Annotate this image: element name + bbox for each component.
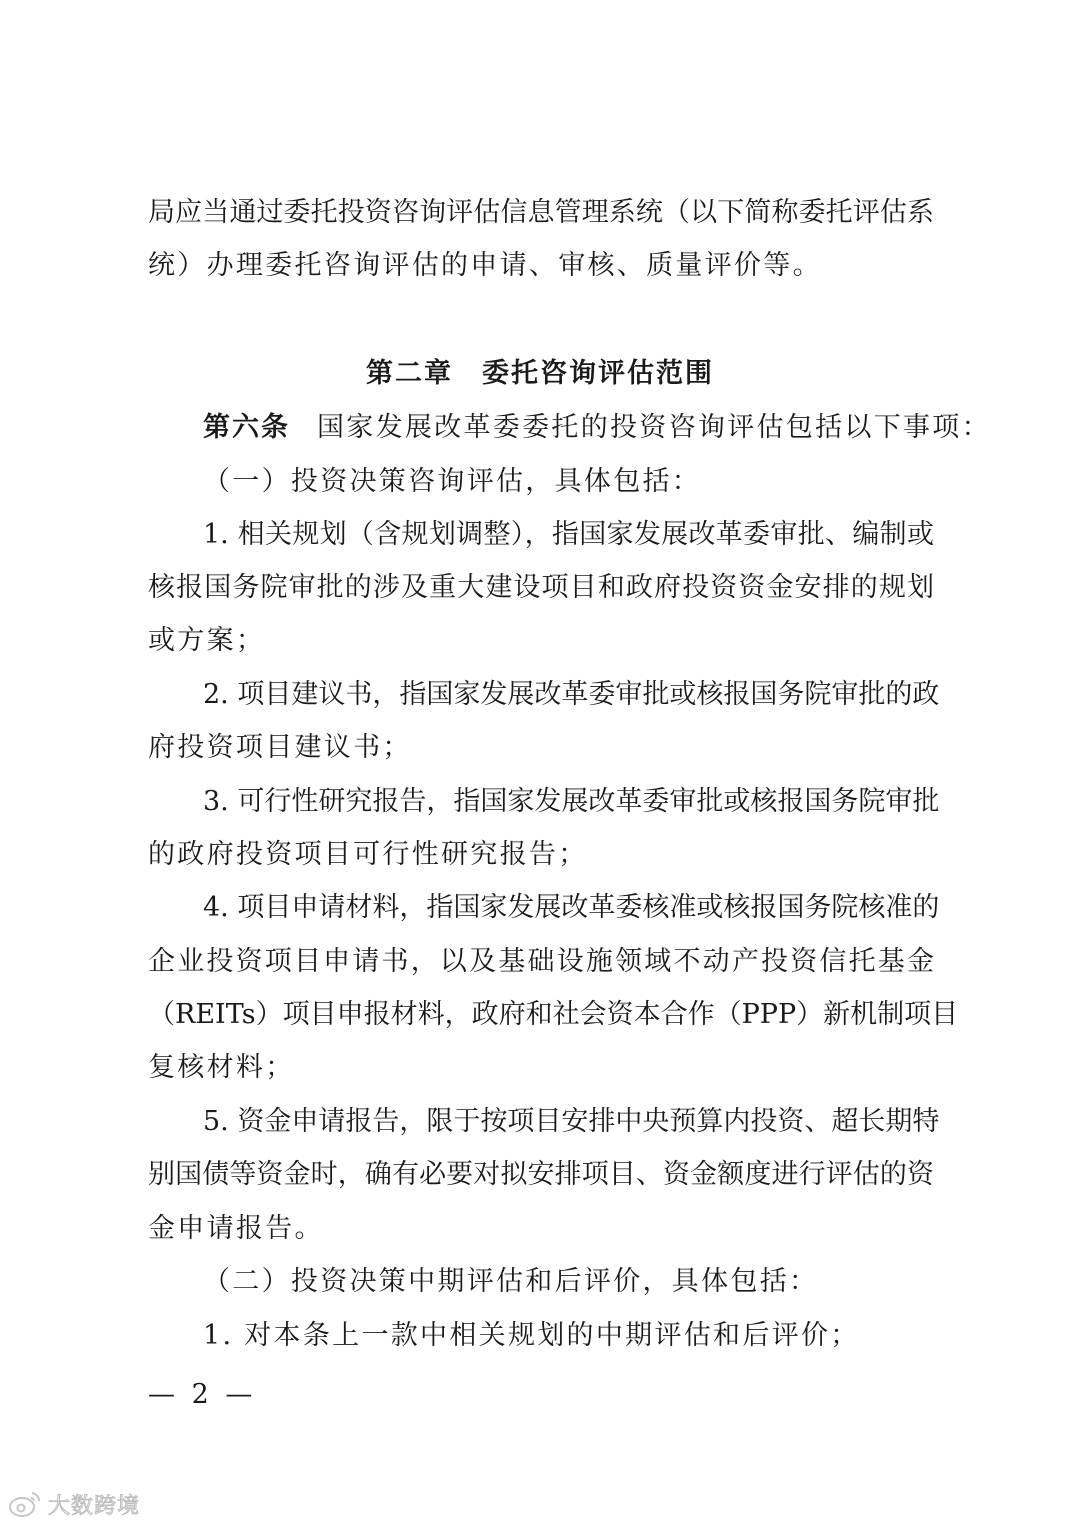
section-2-item-1: 1. 对本条上一款中相关规划的中期评估和后评价；	[203, 1320, 860, 1351]
item-4-line-3: （REITs）项目申报材料，政府和社会资本合作（PPP）新机制项目	[148, 999, 959, 1030]
article-6	[203, 408, 991, 448]
section-2-heading: （二）投资决策中期评估和后评价，具体包括：	[203, 1266, 819, 1297]
intro-line-2: 统）办理委托咨询评估的申请、审核、质量评价等。	[148, 250, 822, 281]
section-1-heading: （一）投资决策咨询评估，具体包括：	[203, 466, 702, 497]
weibo-logo-icon	[8, 1489, 42, 1519]
item-2-line-1: 2. 项目建议书，指国家发展改革委审批或核报国务院审批的政	[203, 679, 940, 710]
item-5-line-1: 5. 资金申请报告，限于按项目安排中央预算内投资、超长期特	[203, 1106, 940, 1137]
intro-line-1: 局应当通过委托投资咨询评估信息管理系统（以下简称委托评估系	[148, 197, 934, 228]
item-3-line-1: 3. 可行性研究报告，指国家发展改革委审批或核报国务院审批	[203, 786, 940, 817]
watermark-text: 大数跨境	[48, 1493, 141, 1519]
item-1-line-1: 1. 相关规划（含规划调整），指国家发展改革委审批、编制或	[203, 519, 934, 550]
item-1-line-2: 核报国务院审批的涉及重大建设项目和政府投资资金安排的规划	[148, 572, 934, 603]
chapter-title: 第二章 委托咨询评估范围	[366, 358, 714, 389]
item-4-line-4: 复核材料；	[148, 1052, 295, 1083]
item-2-line-2: 府投资项目建议书；	[148, 732, 412, 763]
item-5-line-2: 别国债等资金时，确有必要对拟安排项目、资金额度进行评估的资	[148, 1159, 934, 1190]
watermark	[8, 1488, 140, 1520]
item-5-line-3: 金申请报告。	[148, 1213, 324, 1244]
article-text: 国家发展改革委委托的投资咨询评估包括以下事项：	[317, 412, 991, 443]
article-label: 第六条	[203, 412, 290, 443]
page-number: — 2 —	[148, 1379, 257, 1410]
item-3-line-2: 的政府投资项目可行性研究报告；	[148, 839, 588, 870]
item-1-line-3: 或方案；	[148, 625, 266, 656]
item-4-line-1: 4. 项目申请材料，指国家发展改革委核准或核报国务院核准的	[203, 892, 940, 923]
item-4-line-2: 企业投资项目申请书，以及基础设施领域不动产投资信托基金	[148, 946, 934, 977]
